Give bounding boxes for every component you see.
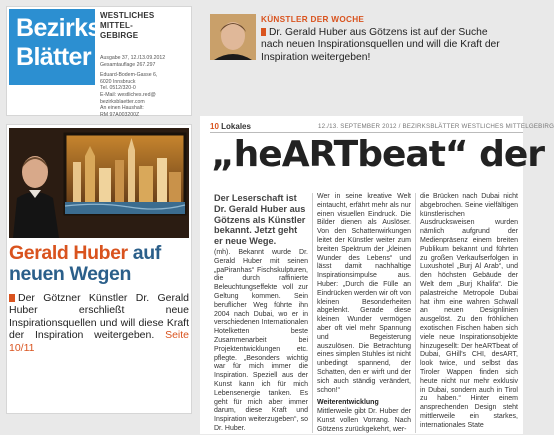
article-column-1: (mh). Bekannt wurde Dr. Gerald Huber mit seinen „paPiranhas“ Fischskulpturen, die durch raffinierte Beleuchtungseffekte voll zur Geltung kommen. Sein beruflicher Weg führte ihn 2004 nach Dubai, wo er in verschiedenen Internationalen Hotelketten beste Zusammenarbeit bei Projektentwicklungen etc. pflegte. „Besonders wichtig war für mich immer die Inspiration. Speziell aus der Kunst kann ich für mich Lebensenergie tanken. Es geht für mich aber immer darum, diese Kraft und Inspiration weiterzugeben“, so Dr. Huber. <box>214 249 308 432</box>
phone: Tel. 0512/320-0 <box>100 85 136 92</box>
column-divider <box>312 193 313 433</box>
kuenstler-der-woche <box>210 14 512 84</box>
issue-info <box>100 55 192 118</box>
artist-photo <box>9 128 189 238</box>
kuenstler-text <box>261 27 511 64</box>
region-line-3: GEBIRGE <box>100 31 139 40</box>
column-divider <box>415 193 416 433</box>
left-column <box>6 6 192 414</box>
region-name <box>100 11 190 41</box>
article-page <box>200 116 554 434</box>
page-header <box>210 121 554 133</box>
subheading: Weiterentwicklung <box>317 399 379 407</box>
headline-mid: beat <box>357 134 445 175</box>
bullet-icon <box>9 294 15 302</box>
headline-open: „heART <box>211 134 358 175</box>
kuenstler-label: KÜNSTLER DER WOCHE <box>261 15 365 24</box>
kuenstler-body: Dr. Gerald Huber aus Götzens ist auf der Suche nach neuen Inspirationsquellen und will die Kraft der Inspiration weitergeben! <box>261 27 500 63</box>
feature-title <box>9 243 191 285</box>
region-line-2: MITTEL- <box>100 21 133 30</box>
feature-teaser <box>6 124 192 414</box>
avatar <box>210 14 256 60</box>
region-line-1: WESTLICHES <box>100 11 155 20</box>
headline-close: “ der <box>444 134 545 175</box>
email: E-Mail: westliches.red@ <box>100 91 156 98</box>
date-line: 12./13. SEPTEMBER 2012 / BEZIRKSBLÄTTER WESTLICHES MITTELGEBIRG <box>318 123 554 130</box>
logo-line-2: Blätter <box>16 43 91 71</box>
feature-title-name: Gerald Huber <box>9 242 128 264</box>
household-code: RM 97A003200Z <box>100 111 140 118</box>
masthead <box>6 6 192 116</box>
bullet-icon <box>261 28 266 36</box>
address-line-1: Eduard-Bodem-Gasse 6, <box>100 72 158 79</box>
issue-number: Ausgabe 37, 12./13.09.2012 <box>100 55 166 61</box>
article-column-2 <box>317 193 411 435</box>
bezirksblaetter-logo <box>9 9 101 85</box>
headline <box>211 134 544 175</box>
column-2-tail: Mittlerweile gibt Dr. Huber der Kunst vollen Vorrang. Nach Götzens zurückgekehrt, wer- <box>317 408 411 433</box>
feature-title-rest: auf neuen Wegen <box>9 242 161 285</box>
column-2-body: Wer in seine kreative Welt eintaucht, erfährt mehr als nur einen visuellen Eindruck. Die Bilder dienen als Auslöser. Von den Schattenwirkungen leitet der Künstler weiter zum breiten Spektrum der „kleinen Wunder des Lebens“ und lässt damit nachhaltige Inspirationsimpulse aus. Huber: „Durch die Fülle an Eindrücken werden wir oft von kleinen Besonderheiten abgelenkt. Gerade diese kleinen Wunder vermögen aber oft viel mehr Spannung und Begeisterung auszulösen. Die Betrachtung eines simplen Stuhles ist nicht unbedingt spannend, der Schatten, den er wirft und der sich auch ständig verändert, schon!“ <box>317 193 411 394</box>
logo-line-1: Bezirks <box>16 14 101 42</box>
page-reference-link[interactable]: Seite 10/11 <box>9 329 189 354</box>
page-number-value: 10 <box>210 122 219 131</box>
section-name: Lokales <box>221 122 251 131</box>
feature-text <box>9 292 189 354</box>
address-line-2: 6020 Innsbruck <box>100 78 136 85</box>
article-column-3: die Brücken nach Dubai nicht abgebrochen. Seine vielfältigen künstlerischen Ausdrucksweisen wurden nämlich aufgrund der Medienpräsenz einem breiten Publikum bekannt und führten zu großen Verkaufserfolgen in Luxushotel „Burj Al Arab“, und den höchsten Gebäude der Welt dem „Burj Khalifa“. Die palastreiche Metropole Dubai hat ihm eine wahren Schwall an neuen Designlinien ausgelöst. Zu den fröhlichen exotischen Fischen haben sich viele neue Inspirationsobjekte hinzugesellt: Der heARTbeat of Dubai, GHill's CHI, desART, look twice, und selbst das Tiroler Wappen finden sich heute nicht nur mehr exklusiv in Dubai, sondern auch in Tirol zu haben.“ Hinter einem ansprechenden Design steht mittlerweile ein starkes, internationales State <box>420 193 518 429</box>
website: bezirksblaetter.com <box>100 98 145 105</box>
circulation: Gesamtauflage 267.297 <box>100 61 156 68</box>
feature-body: Der Götzner Künstler Dr. Gerald Huber erschließt neue Inspirationsquellen und will diese Kraft der Inspiration weitergeben. <box>9 292 189 342</box>
page-number <box>210 122 251 131</box>
article-lead: Der Leserschaft ist Dr. Gerald Huber aus Götzens als Künstler bekannt. Jetzt geht er neue Wege. <box>214 193 306 247</box>
household-label: An einen Haushalt: <box>100 105 144 112</box>
